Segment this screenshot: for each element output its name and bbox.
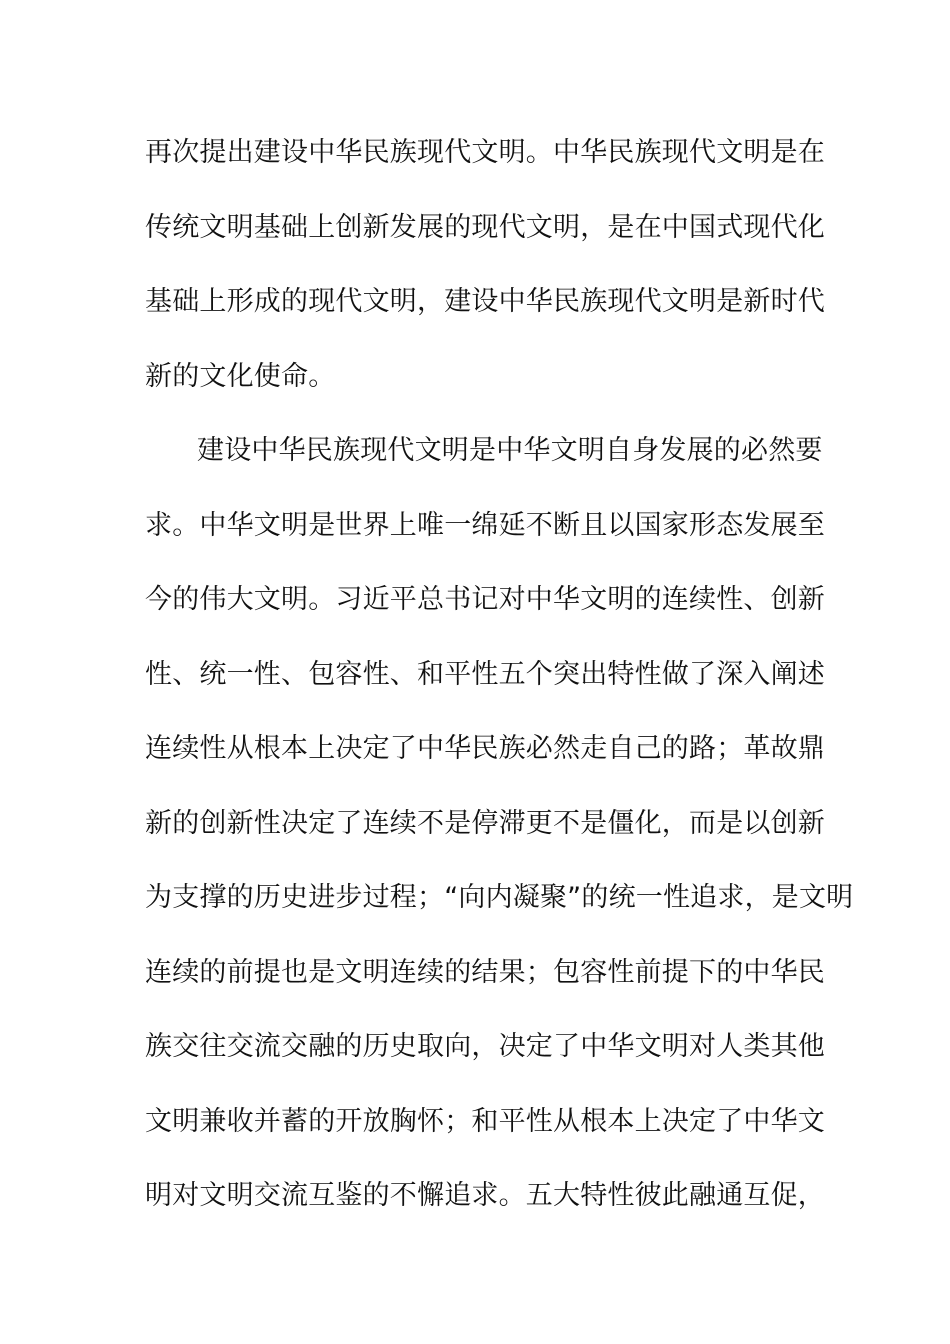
- text-line: 连续性从根本上决定了中华民族必然走自己的路；革故鼎: [145, 733, 825, 764]
- text-line: 连续的前提也是文明连续的结果；包容性前提下的中华民: [145, 956, 825, 988]
- text-line: 基础上形成的现代文明，建设中华民族现代文明是新时代: [145, 286, 825, 317]
- text-line: 为支撑的历史进步过程；“向内凝聚”的统一性追求，是文明: [145, 882, 854, 913]
- text-line: 明对文明交流互鉴的不懈追求。五大特性彼此融通互促，: [145, 1180, 825, 1211]
- paragraph-1: [145, 124, 825, 422]
- text-line: 传统文明基础上创新发展的现代文明，是在中国式现代化: [145, 211, 825, 243]
- text-line: 建设中华民族现代文明是中华文明自身发展的必然要: [197, 435, 823, 466]
- text-line: 新的文化使命。: [145, 360, 336, 392]
- text-line: 族交往交流交融的历史取向，决定了中华文明对人类其他: [145, 1031, 825, 1062]
- text-line: 再次提出建设中华民族现代文明。中华民族现代文明是在: [145, 137, 825, 168]
- body-text: [145, 124, 854, 1242]
- text-line: 求。中华文明是世界上唯一绵延不断且以国家形态发展至: [145, 509, 825, 541]
- text-line: 新的创新性决定了连续不是停滞更不是僵化，而是以创新: [145, 807, 825, 839]
- text-line: 文明兼收并蓄的开放胸怀；和平性从根本上决定了中华文: [145, 1105, 825, 1137]
- paragraph-2: [145, 422, 854, 1242]
- text-line: 今的伟大文明。习近平总书记对中华文明的连续性、创新: [145, 584, 825, 615]
- text-line: 性、统一性、包容性、和平性五个突出特性做了深入阐述: [145, 658, 825, 690]
